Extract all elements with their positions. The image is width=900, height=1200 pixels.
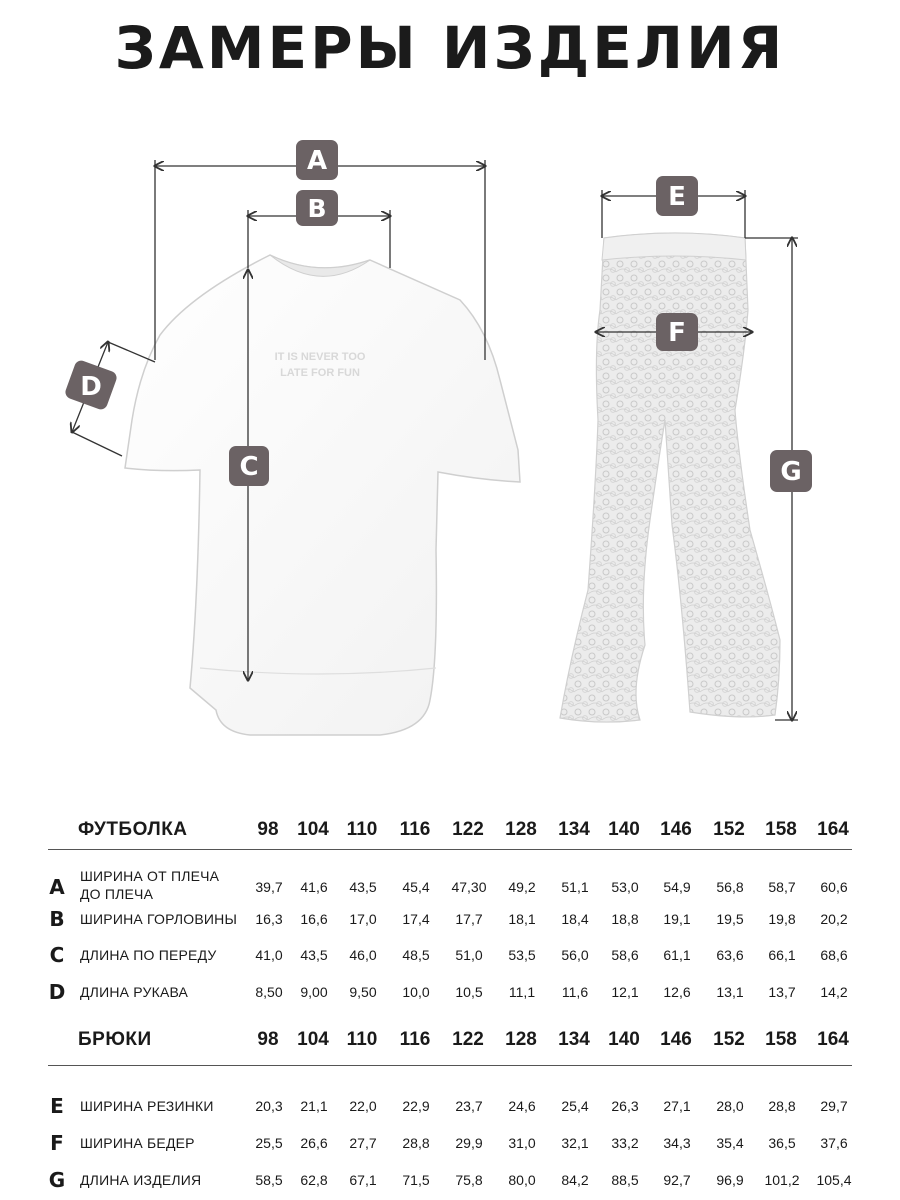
table-cell: 12,6: [663, 984, 691, 1000]
table-row: [0, 868, 900, 905]
size-header: 98: [257, 1029, 279, 1050]
marker-d: [63, 359, 118, 412]
table-cell: 58,5: [255, 1172, 283, 1188]
table-cell: 53,5: [508, 947, 536, 963]
size-header: 110: [346, 819, 378, 840]
table-cell: 36,5: [768, 1135, 796, 1151]
table-cell: 17,4: [402, 911, 430, 927]
row-label: ШИРИНА ГОРЛОВИНЫ: [80, 911, 238, 927]
table-cell: 11,1: [508, 984, 536, 1000]
row-label: ДЛИНА РУКАВА: [80, 984, 189, 1000]
table-cell: 34,3: [663, 1135, 691, 1151]
table-cell: 53,0: [611, 879, 639, 895]
table-cell: 23,7: [455, 1098, 483, 1114]
table-cell: 19,1: [663, 911, 691, 927]
row-letter: C: [49, 943, 65, 967]
size-header: 140: [608, 1029, 640, 1050]
marker-c: [229, 446, 269, 486]
svg-text:E: E: [668, 182, 686, 212]
table-row: [0, 1130, 900, 1164]
size-header: 134: [558, 1029, 590, 1050]
table-row: [0, 906, 900, 940]
table-cell: 21,1: [300, 1098, 328, 1114]
size-header: 158: [765, 819, 797, 840]
table-cell: 43,5: [349, 879, 377, 895]
table-row: [0, 1167, 900, 1200]
table-header: [0, 805, 900, 845]
table-cell: 56,0: [561, 947, 589, 963]
table-cell: 37,6: [820, 1135, 848, 1151]
marker-e: [656, 176, 698, 216]
tshirt-print-line2: LATE FOR FUN: [280, 367, 360, 379]
table-cell: 62,8: [300, 1172, 328, 1188]
size-header: 116: [399, 819, 431, 840]
svg-text:G: G: [780, 457, 802, 487]
tshirt-illustration: [125, 255, 520, 735]
table-cell: 49,2: [508, 879, 536, 895]
table-cell: 28,8: [768, 1098, 796, 1114]
table-cell: 28,0: [716, 1098, 744, 1114]
table-header: [0, 1015, 900, 1055]
table-cell: 29,9: [455, 1135, 483, 1151]
marker-f: [656, 313, 698, 351]
row-letter: A: [49, 875, 65, 899]
table-row: [0, 979, 900, 1013]
table-cell: 47,30: [451, 879, 487, 895]
table-cell: 12,1: [611, 984, 639, 1000]
table-cell: 8,50: [255, 984, 283, 1000]
row-letter: F: [50, 1131, 64, 1155]
svg-text:A: A: [306, 146, 328, 176]
table-cell: 19,8: [768, 911, 796, 927]
table-cell: 96,9: [716, 1172, 744, 1188]
table-cell: 13,1: [716, 984, 744, 1000]
measurement-diagram: [0, 120, 900, 760]
table-cell: 29,7: [820, 1098, 848, 1114]
table-cell: 11,6: [561, 984, 589, 1000]
marker-g: [770, 450, 812, 492]
pants-illustration: [560, 233, 780, 722]
table-cell: 41,6: [300, 879, 328, 895]
table-cell: 27,1: [663, 1098, 691, 1114]
table-cell: 27,7: [349, 1135, 377, 1151]
table-cell: 54,9: [663, 879, 691, 895]
table-cell: 24,6: [508, 1098, 536, 1114]
table-cell: 22,9: [402, 1098, 430, 1114]
table-cell: 51,1: [561, 879, 589, 895]
size-header: 104: [297, 1029, 329, 1050]
table-cell: 101,2: [764, 1172, 800, 1188]
table-cell: 25,5: [255, 1135, 283, 1151]
size-header: 140: [608, 819, 640, 840]
size-header: 122: [452, 1029, 484, 1050]
table-cell: 68,6: [820, 947, 848, 963]
table-cell: 39,7: [255, 879, 283, 895]
table-cell: 48,5: [402, 947, 430, 963]
svg-text:C: C: [239, 452, 259, 482]
product-name: ФУТБОЛКА: [78, 819, 188, 840]
table-cell: 56,8: [716, 879, 744, 895]
table-cell: 18,4: [561, 911, 589, 927]
size-header: 152: [713, 1029, 745, 1050]
size-header: 146: [660, 1029, 692, 1050]
row-letter: G: [48, 1168, 66, 1192]
table-cell: 13,7: [768, 984, 796, 1000]
size-header: 104: [297, 819, 329, 840]
table-cell: 58,7: [768, 879, 796, 895]
table-cell: 92,7: [663, 1172, 691, 1188]
row-label-line1: ШИРИНА ОТ ПЛЕЧА: [80, 868, 220, 884]
table-cell: 22,0: [349, 1098, 377, 1114]
table-cell: 84,2: [561, 1172, 589, 1188]
table-cell: 71,5: [402, 1172, 430, 1188]
page-title: ЗАМЕРЫ ИЗДЕЛИЯ: [114, 14, 786, 82]
table-cell: 43,5: [300, 947, 328, 963]
row-letter: E: [50, 1094, 64, 1118]
table-cell: 58,6: [611, 947, 639, 963]
table-cell: 63,6: [716, 947, 744, 963]
table-cell: 16,6: [300, 911, 328, 927]
svg-text:B: B: [307, 194, 327, 223]
table-cell: 35,4: [716, 1135, 744, 1151]
row-letter: B: [49, 907, 65, 931]
size-header: 116: [399, 1029, 431, 1050]
marker-a: [296, 140, 338, 180]
table-cell: 26,3: [611, 1098, 639, 1114]
table-cell: 18,1: [508, 911, 536, 927]
row-label: [80, 867, 219, 903]
table-cell: 32,1: [561, 1135, 589, 1151]
product-name: БРЮКИ: [78, 1029, 152, 1050]
row-label: ДЛИНА ПО ПЕРЕДУ: [80, 947, 217, 963]
size-header: 128: [505, 1029, 537, 1050]
table-cell: 18,8: [611, 911, 639, 927]
table-cell: 26,6: [300, 1135, 328, 1151]
table-cell: 88,5: [611, 1172, 639, 1188]
header-divider: [48, 849, 852, 850]
table-cell: 20,3: [255, 1098, 283, 1114]
size-header: 134: [558, 819, 590, 840]
table-cell: 41,0: [255, 947, 283, 963]
table-cell: 20,2: [820, 911, 848, 927]
table-cell: 45,4: [402, 879, 430, 895]
size-header: 152: [713, 819, 745, 840]
table-row: [0, 942, 900, 976]
row-label: ШИРИНА БЕДЕР: [80, 1135, 195, 1151]
table-cell: 9,00: [300, 984, 328, 1000]
table-cell: 33,2: [611, 1135, 639, 1151]
svg-text:D: D: [80, 372, 102, 402]
size-header: 164: [817, 1029, 849, 1050]
table-cell: 28,8: [402, 1135, 430, 1151]
size-header: 164: [817, 819, 849, 840]
table-cell: 46,0: [349, 947, 377, 963]
table-cell: 75,8: [455, 1172, 483, 1188]
row-label: ШИРИНА РЕЗИНКИ: [80, 1098, 214, 1114]
table-cell: 66,1: [768, 947, 796, 963]
size-header: 128: [505, 819, 537, 840]
svg-text:F: F: [668, 318, 686, 348]
tshirt-print-line1: IT IS NEVER TOO: [274, 351, 366, 363]
row-letter: D: [48, 980, 66, 1004]
table-cell: 17,7: [455, 911, 483, 927]
table-cell: 10,0: [402, 984, 430, 1000]
size-header: 98: [257, 819, 279, 840]
table-cell: 60,6: [820, 879, 848, 895]
row-label-line2: ДО ПЛЕЧА: [80, 886, 154, 902]
table-cell: 51,0: [455, 947, 483, 963]
size-header: 158: [765, 1029, 797, 1050]
table-cell: 61,1: [663, 947, 691, 963]
table-cell: 17,0: [349, 911, 377, 927]
row-label: ДЛИНА ИЗДЕЛИЯ: [80, 1172, 202, 1188]
table-cell: 105,4: [816, 1172, 852, 1188]
size-header: 146: [660, 819, 692, 840]
header-divider: [48, 1065, 852, 1066]
table-cell: 9,50: [349, 984, 377, 1000]
table-cell: 80,0: [508, 1172, 536, 1188]
table-cell: 31,0: [508, 1135, 536, 1151]
table-row: [0, 1093, 900, 1127]
table-cell: 19,5: [716, 911, 744, 927]
table-cell: 67,1: [349, 1172, 377, 1188]
table-cell: 16,3: [255, 911, 283, 927]
size-header: 122: [452, 819, 484, 840]
table-cell: 14,2: [820, 984, 848, 1000]
marker-b: [296, 190, 338, 226]
table-cell: 25,4: [561, 1098, 589, 1114]
table-cell: 10,5: [455, 984, 483, 1000]
size-header: 110: [346, 1029, 378, 1050]
